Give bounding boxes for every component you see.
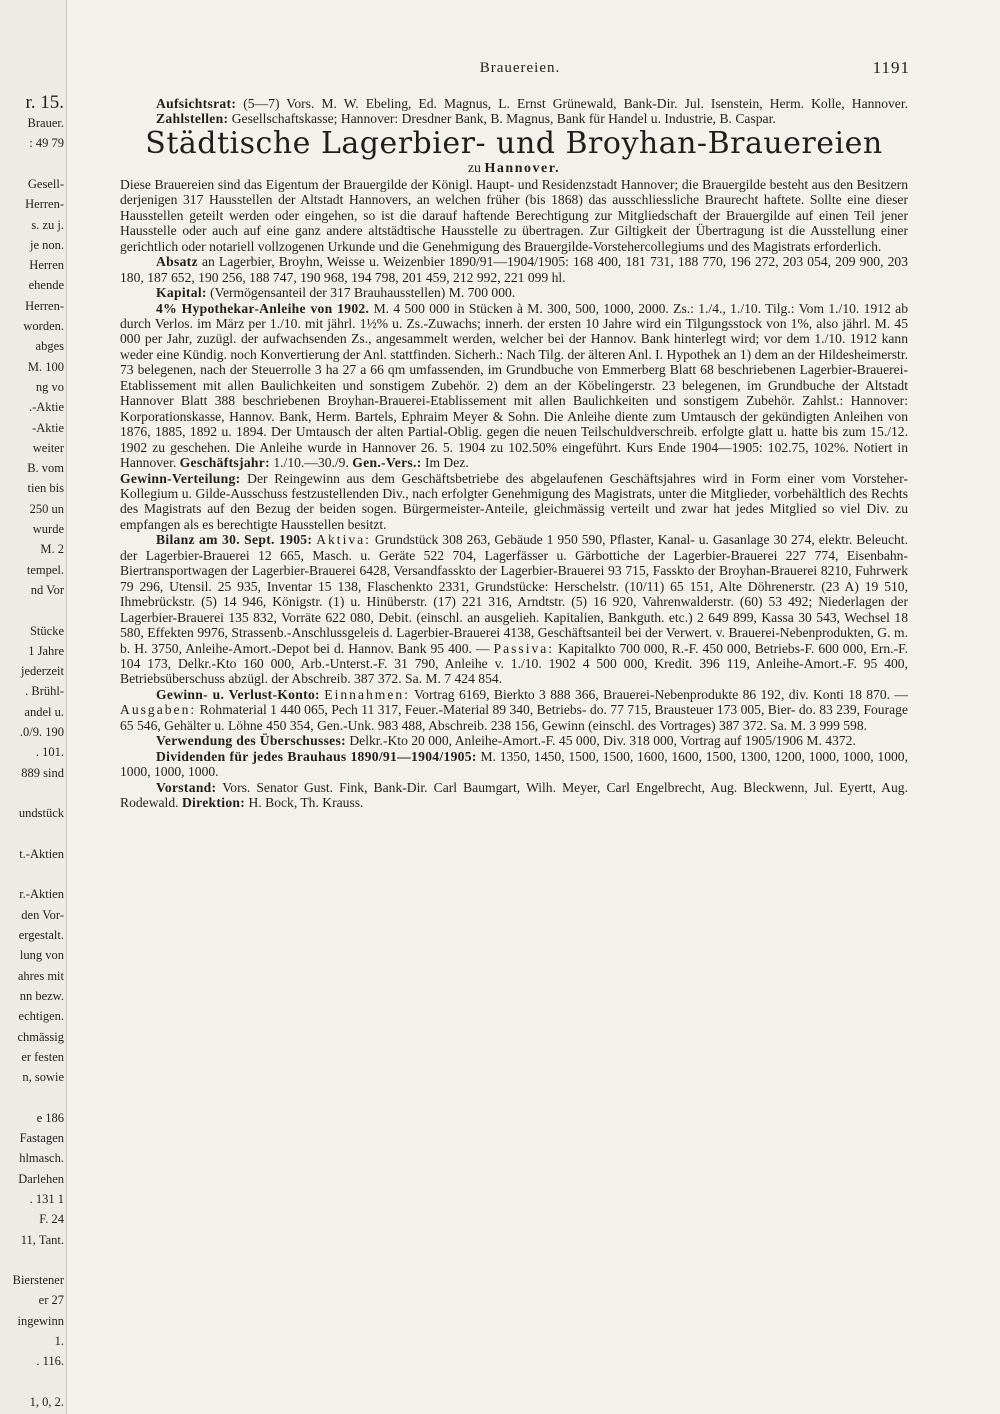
previous-page-fragment: worden. xyxy=(23,319,64,333)
sales-text: an Lagerbier, Broyhn, Weisse u. Weizenbier 1890/91—1904/1905: 168 400, 181 731, 188 770, 196 272, 203 054, 209 900, 203 180, 187 652, 190 256, 188 747, 190 968, 194 798, 201 459, 212 992, 221 099 hl. xyxy=(120,254,908,285)
board-label: Vorstand: xyxy=(156,779,217,795)
previous-page-fragment: s. zu j. xyxy=(31,217,64,232)
previous-page-fragment: nd Vor xyxy=(30,582,64,597)
previous-page-fragment: B. vom xyxy=(27,461,64,476)
previous-page-fragment: t.-Aktien xyxy=(19,846,64,861)
previous-page-fragment: chmässig xyxy=(17,1029,64,1044)
dividends-label: Dividenden für jedes Brauhaus 1890/91—1904/1905: xyxy=(156,748,477,764)
profit-loss-entry xyxy=(120,687,908,733)
previous-page-fragment: r. 15. xyxy=(25,92,64,113)
previous-page-fragment: abges xyxy=(35,339,64,354)
previous-page-fragment: er 27 xyxy=(38,1293,64,1308)
expenses-label: Ausgaben: xyxy=(120,702,197,718)
previous-page-fragment: tien bis xyxy=(27,481,64,496)
balance-sheet-label: Bilanz am 30. Sept. 1905: xyxy=(156,532,313,548)
section-subtitle xyxy=(120,161,908,177)
surplus-use-text: Delkr.-Kto 20 000, Anleihe-Amort.-F. 45 000, Div. 318 000, Vortrag auf 1905/1906 M. 4372. xyxy=(349,733,856,749)
sales-entry xyxy=(120,254,908,285)
previous-page-fragment: Gesell- xyxy=(27,176,64,191)
board-entry xyxy=(120,780,908,811)
surplus-use-label: Verwendung des Überschusses: xyxy=(156,733,346,749)
previous-page-fragment: : 49 79 xyxy=(29,136,64,151)
profit-loss-label: Gewinn- u. Verlust-Konto: xyxy=(156,686,320,702)
previous-page-fragment: 1. xyxy=(54,1334,64,1348)
previous-page-fragment: je non. xyxy=(29,237,64,252)
previous-page-fragment: Herren- xyxy=(25,298,64,313)
balance-sheet-entry xyxy=(120,532,908,687)
intro-paragraph xyxy=(120,177,908,254)
subtitle-city: Hannover. xyxy=(484,160,561,176)
mortgage-loan-label: 4% Hypothekar-Anleihe von 1902. xyxy=(156,300,370,316)
previous-page-fragment: . 101. xyxy=(35,745,64,760)
capital-label: Kapital: xyxy=(156,285,207,301)
profit-distribution-label: Gewinn-Verteilung: xyxy=(120,470,241,486)
capital-entry xyxy=(120,285,908,300)
previous-page-fragment: 11, Tant. xyxy=(20,1232,64,1247)
previous-page-fragment: nn bezw. xyxy=(19,988,64,1003)
previous-page-fragment: M. 2 xyxy=(40,542,64,557)
previous-page-fragment: 1 Jahre xyxy=(28,643,64,658)
sales-label: Absatz xyxy=(156,254,198,270)
previous-page-fragment: . 116. xyxy=(36,1354,64,1369)
previous-page-fragment: 889 sind xyxy=(21,765,64,780)
previous-page-fragment: 1, 0, 2. xyxy=(29,1394,64,1409)
previous-page-fragment: Brauer. xyxy=(27,116,64,130)
previous-page-fragment: tempel. xyxy=(26,562,64,577)
previous-page-fragment: echtigen. xyxy=(18,1009,64,1024)
management-text: H. Bock, Th. Krauss. xyxy=(248,795,364,811)
previous-page-fragment: F. 24 xyxy=(39,1212,64,1227)
dividends-entry xyxy=(120,749,908,780)
liabilities-label: Passiva: xyxy=(493,640,555,656)
previous-page-fragment: Darlehen xyxy=(18,1171,64,1186)
assets-text: Grundstück 308 263, Gebäude 1 950 590, Pflaster, Kanal- u. Gasanlage 30 274, elektr. Beleucht. der Lagerbier-Brauerei 12 665, Masch. u. Geräte 522 704, Lagerfässer u. Gärbottiche der Lagerbier-Brauerei 227 774, Eisenbahn-Biertransportwagen der Lagerbier-Brauerei 6428, Versandfasskto der Lagerbier-Brauerei 93 715, Fasskto der Broyhan-Brauerei 8210, Fuhrwerk 79 296, Utensil. 25 935, Inventar 15 138, Flaschenkto 2331, Grundstücke: Herschelstr. (10/11) 65 151, Alte Döhrenerstr. (23 A) 19 510, Ihmebrückstr. (5) 14 946, Königstr. (1) u. Hinüberstr. (17) 221 316, Arndtstr. (5) 16 920, Vahrenwalderstr. (60) 53 492; Niederlagen der Lagerbier-Brauerei 135 832, Vorräte 622 080, Debit. (einschl. an ausgelieh. Kapitalien, Bankguth. etc.) 2 649 899, Kassa 30 543, Wechsel 18 580, Effekten 9976, Strassenb.-Anschlussgeleis d. Lagerbier-Brauerei 4138, Geschäftsanteil bei der Verwert. v. Brauerei-Nebenprodukten, G. m. b. H. 3750, Anleihe-Amort.-Depot bei d. Hannov. Bank 95 400. — xyxy=(120,532,908,656)
management-label: Direktion: xyxy=(181,795,246,811)
liabilities-text: Kapitalkto 700 000, R.-F. 450 000, Betriebs-F. 600 000, Ern.-F. 104 173, Delkr.-Kto 160 000, Arb.-Unterst.-F. 31 790, Anleihe v. 1./10. 1902 4 500 000, Kredit. 396 119, Anleihe-Amort.-F. 95 400, Betriebsüberschuss abzügl. der Abschreib. 387 372. Sa. M. 7 424 854. xyxy=(120,640,909,687)
previous-page-edge xyxy=(0,0,67,1414)
supervisory-board-label: Aufsichtsrat: xyxy=(156,96,237,111)
previous-page-fragment: wurde xyxy=(32,522,64,536)
previous-page-fragment: Fastagen xyxy=(19,1131,64,1145)
previous-page-fragment: M. 100 xyxy=(27,359,64,374)
previous-page-fragment: andel u. xyxy=(24,704,64,719)
previous-page-fragment: r.-Aktien xyxy=(19,887,64,902)
page-header xyxy=(130,58,910,82)
page-number: 1191 xyxy=(872,58,910,77)
previous-page-fragment: -Aktie xyxy=(32,420,64,435)
previous-page-fragment: ahres mit xyxy=(17,968,64,983)
profit-distribution-entry xyxy=(120,471,908,533)
previous-page-fragment: Herren xyxy=(29,258,64,273)
fiscal-year-text: 1./10.—30./9. xyxy=(273,455,349,471)
surplus-use-entry xyxy=(120,733,908,748)
expenses-text: Rohmaterial 1 440 065, Pech 11 317, Feuer.-Material 89 340, Betriebs- do. 77 715, Brausteuer 173 005, Bier- do. 83 239, Fourage 65 546, Gehälter u. Löhne 450 354, Gen.-Unk. 983 488, Abschreib. 238 156, Gewinn (einschl. des Vortrages) 387 372. Sa. M. 3 999 598. xyxy=(120,702,908,733)
supervisory-board-text: (5—7) Vors. M. W. Ebeling, Ed. Magnus, L. Ernst Grünewald, Bank-Dir. Jul. Isenstein, Herm. Kolle, Hannover. xyxy=(243,96,908,111)
supervisory-board-entry xyxy=(120,96,908,127)
previous-page-fragment: e 186 xyxy=(36,1110,64,1125)
previous-page-fragment: . Brühl- xyxy=(25,684,64,699)
previous-page-fragment: jederzeit xyxy=(20,664,64,679)
previous-page-fragment: weiter xyxy=(32,440,64,455)
running-head: Brauereien. xyxy=(479,60,561,76)
board-text: Vors. Senator Gust. Fink, Bank-Dir. Carl Baumgart, Wilh. Meyer, Carl Engelbrecht, Aug. Bleckwenn, Jul. Eyertt, Aug. Rodewald. xyxy=(120,779,908,811)
paying-offices-label: Zahlstellen: xyxy=(156,111,229,127)
mortgage-loan-entry xyxy=(120,301,908,471)
section-title: Städtische Lagerbier- und Broyhan-Brauereien xyxy=(145,125,883,161)
previous-page-fragment: undstück xyxy=(18,806,64,821)
previous-page-fragment: hlmasch. xyxy=(19,1151,64,1166)
previous-page-fragment: Bierstener xyxy=(12,1273,64,1288)
general-meeting-label: Gen.-Vers.: xyxy=(352,455,422,471)
previous-page-fragment: lung von xyxy=(19,948,64,963)
income-text: Vortrag 6169, Bierkto 3 888 366, Brauerei-Nebenprodukte 86 192, div. Konti 18 870. — xyxy=(414,686,908,702)
previous-page-fragment: ng vo xyxy=(35,379,64,394)
income-label: Einnahmen: xyxy=(324,686,410,702)
previous-page-fragment: . 131 1 xyxy=(29,1191,64,1206)
paying-offices-text: Gesellschaftskasse; Hannover: Dresdner Bank, B. Magnus, Bank für Handel u. Industrie, B. Caspar. xyxy=(231,111,776,127)
previous-page-fragment: ergestalt. xyxy=(18,928,64,942)
previous-page-fragment: .0/9. 190 xyxy=(19,725,64,739)
previous-page-fragment: 250 un xyxy=(29,501,64,516)
previous-page-fragment: n, sowie xyxy=(22,1070,64,1085)
previous-page-fragment: Stücke xyxy=(29,623,64,638)
previous-page-fragment: ehende xyxy=(28,278,64,293)
fiscal-year-label: Geschäftsjahr: xyxy=(179,455,270,471)
dividends-text: M. 1350, 1450, 1500, 1500, 1600, 1600, 1500, 1300, 1200, 1000, 1000, 1000, 1000, 1000, 1000. xyxy=(120,748,908,780)
general-meeting-text: Im Dez. xyxy=(424,455,469,471)
assets-label: Aktiva: xyxy=(316,532,371,548)
page-body xyxy=(120,96,908,810)
previous-page-fragment: Herren- xyxy=(25,197,64,212)
mortgage-loan-text: M. 4 500 000 in Stücken à M. 300, 500, 1000, 2000. Zs.: 1./4., 1./10. Tilg.: Vom 1./10. 1912 ab durch Verlos. im März per 1./10. mit jährl. 1½% u. Zs.-Zuwachs; innerh. der ersten 10 Jahre wird ein Tilgungsstock von 1%, also jährl. M. 45 000 per Jahr, zuzügl. der aufwachsenden Zs., angesammelt werden, welcher bei der Hannov. Bank hinterlegt wird; vor dem 1./10. 1912 kann weder eine Kündig. noch Konvertierung der Anl. stattfinden. Sicherh.: Nach Tilg. der älteren Anl. I. Hypothek an 1) dem an der Hildesheimerstr. 73 belegenen, nach der Steuerrolle 3 ha 27 a 66 qm umfassenden, im Grundbuche von Emmerberg Blatt 68 beschriebenen Lagerbier-Brauerei-Etablissement mit allen Baulichkeiten und sonstigem Zubehör. 2) dem an der Köbelingerstr. 23 belegenen, im Grundbuche der Altstadt Hannover Blatt 388 beschriebenen Broyhan-Brauerei-Etablissement mit allen Baulichkeiten und sonstigem Zubehör. Zahlst.: Hannover: Korporationskasse, Hannov. Bank, Herm. Bartels, Ephraim Meyer & Sohn. Die Anleihe diente zum Umtausch der gekündigten Anleihen von 1876, 1885, 1892 u. 1894. Der Umtausch der alten Partial-Oblig. gegen die neuen Teilschuldverschreib. erfolgte glatt u. hatte bis zum 15./12. 1902 zu geschehen. Die Anleihe wurde in Hannover 26. 5. 1904 zu 102.50% eingeführt. Kurs Ende 1904—1905: 102.75, 102%. Notiert in Hannover. xyxy=(120,300,908,471)
previous-page-fragment: den Vor- xyxy=(21,907,64,922)
profit-distribution-text: Der Reingewinn aus dem Geschäftsbetriebe des abgelaufenen Geschäftsjahres wird in Form einer vom Vorsteher-Kollegium u. Gilde-Ausschuss festzustellenden Div., nach erfolgter Genehmigung des Magistrats, unter die Mitglieder, vorbehältlich des Rechts des Magistrats auf den Bezug der beiden sogen. Bürgermeister-Anteile, gleichmässig verteilt und zwar hat jedes Mitglied so viel Div. zu empfangen als es berechtigte Hausstellen besitzt. xyxy=(120,470,908,532)
previous-page-fragment: .-Aktie xyxy=(28,400,64,415)
previous-page-fragment: ingewinn xyxy=(17,1313,64,1328)
previous-page-fragment: er festen xyxy=(21,1049,64,1064)
intro-text: Diese Brauereien sind das Eigentum der Brauergilde der Königl. Haupt- und Residenzstadt Hannover; die Brauergilde besteht aus den Besitzern derjenigen 317 Hausstellen der Altstadt Hannovers, an welchen früher (bis 1868) das ausschliessliche Braurecht haftete. Sollte eine dieser Hausstellen geteilt werden oder eingehen, so ist die darauf haftende Berechtigung zur Mitgliedschaft der Brauergilde auf einen Teil jener Hausstelle oder auch auf eine ganz andere altstädtische Hausstelle zu übertragen. Zur Giltigkeit der Übertragung ist die Ausstellung einer gerichtlich oder notariell vollzogenen Urkunde und die Genehmigung des Brauergilde-Vorstehercollegiums und des Magistrats erforderlich. xyxy=(120,176,908,254)
subtitle-prefix: zu xyxy=(467,160,482,176)
capital-text: (Vermögensanteil der 317 Brauhausstellen) M. 700 000. xyxy=(210,285,516,301)
